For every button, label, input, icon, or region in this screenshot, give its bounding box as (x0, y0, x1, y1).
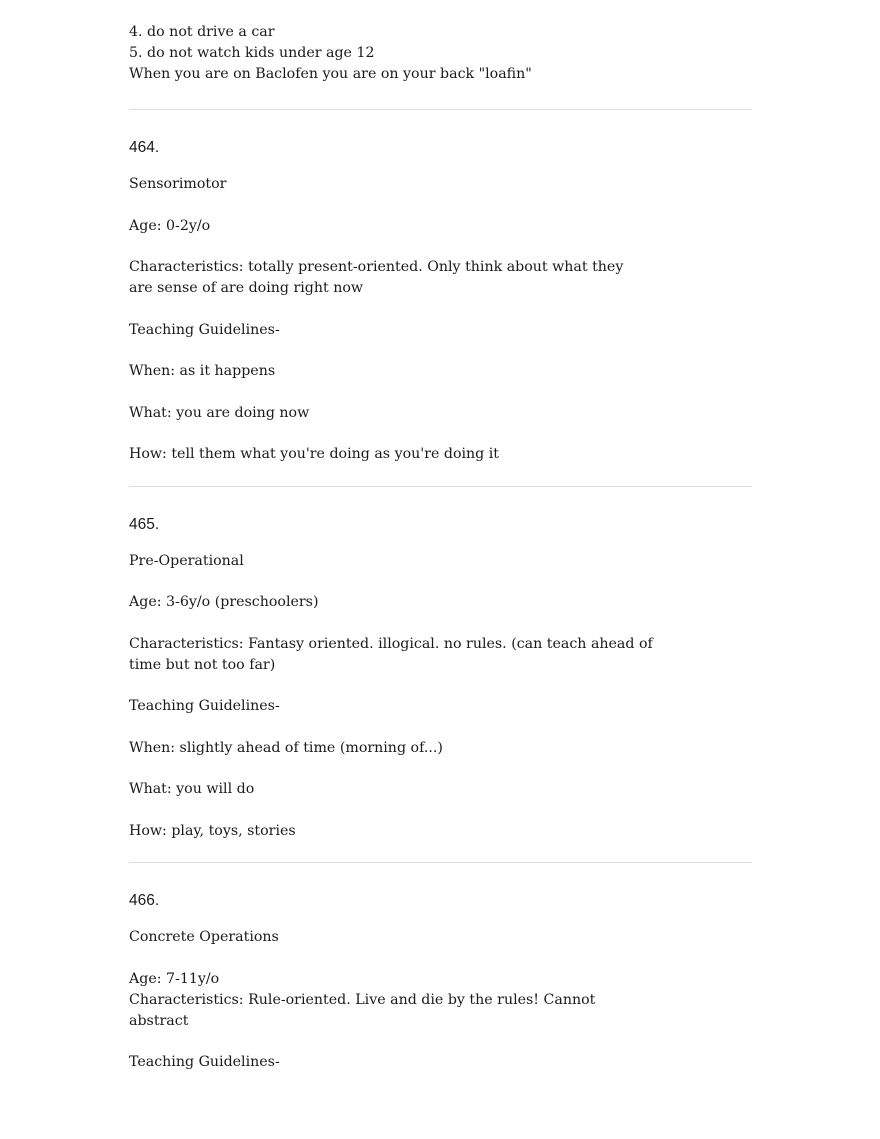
intro-line: 4. do not drive a car (129, 24, 275, 40)
age: Age: 7-11y/o (129, 970, 220, 987)
card-466 (129, 863, 752, 1073)
characteristics (129, 990, 752, 1032)
intro-line: When you are on Baclofen you are on your back "loafin" (129, 66, 532, 82)
guidelines-heading: Teaching Guidelines- (129, 321, 280, 338)
stage-name: Pre-Operational (129, 552, 244, 569)
age: Age: 0-2y/o (129, 217, 211, 234)
card-number: 464. (129, 139, 160, 156)
card-number: 466. (129, 892, 160, 909)
characteristics-line: abstract (129, 1012, 189, 1029)
intro-block (129, 22, 752, 85)
what: What: you are doing now (129, 404, 310, 421)
stage-name: Concrete Operations (129, 929, 279, 945)
age: Age: 3-6y/o (preschoolers) (129, 594, 319, 610)
how: How: tell them what you're doing as you're doing it (129, 446, 500, 462)
characteristics (129, 634, 752, 676)
characteristics-line: time but not too far) (129, 656, 276, 673)
characteristics-line: Characteristics: Fantasy oriented. illogical. no rules. (can teach ahead of (129, 635, 653, 652)
characteristics-line: are sense of are doing right now (129, 280, 364, 296)
card-465 (129, 487, 752, 842)
document (129, 22, 752, 1094)
characteristics (129, 257, 752, 299)
characteristics-line: Characteristics: Rule-oriented. Live and die by the rules! Cannot (129, 991, 596, 1008)
characteristics-line: Characteristics: totally present-oriented. Only think about what they (129, 259, 624, 275)
card-464 (129, 110, 752, 465)
guidelines-heading: Teaching Guidelines- (129, 698, 280, 714)
when: When: slightly ahead of time (morning of...) (129, 739, 443, 756)
what: What: you will do (129, 781, 255, 797)
stage-name: Sensorimotor (129, 176, 227, 192)
intro-line: 5. do not watch kids under age 12 (129, 45, 375, 61)
card-number: 465. (129, 515, 160, 533)
how: How: play, toys, stories (129, 822, 296, 839)
when: When: as it happens (129, 363, 276, 379)
guidelines-heading: Teaching Guidelines- (129, 1054, 280, 1070)
